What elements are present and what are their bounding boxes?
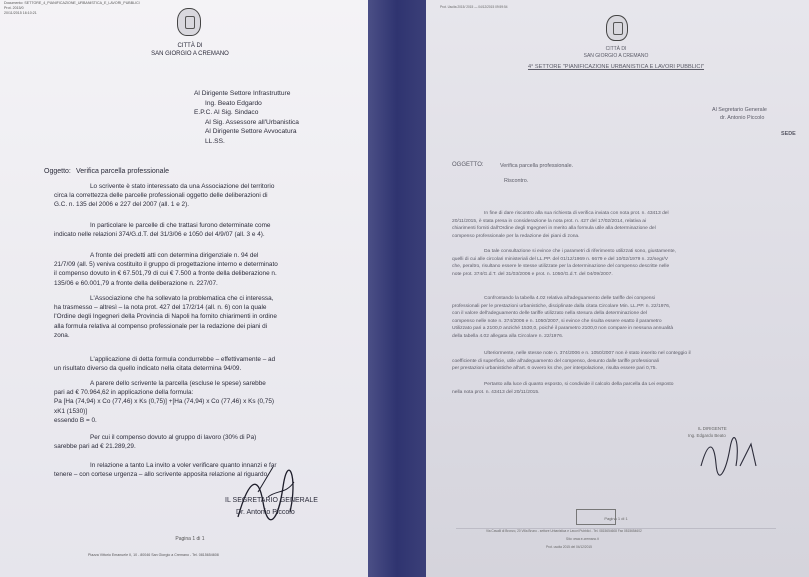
stamp-line: Prot. 2015/0 — [4, 6, 24, 10]
body-line: In fine di dare riscontro alla sua richiesta di verifica inviata con nota prot. n. 43413 del — [484, 211, 669, 216]
subject-label: Oggetto: — [44, 168, 71, 175]
sector-title: 4° SETTORE "PIANIFICAZIONE URBANISTICA E LAVORI PUBBLICI" — [527, 64, 705, 70]
body-line: per prestazioni urbanistiche all'art. 6 ovvero ks che, per interpolazione, risulta essere pari 0,75. — [452, 366, 657, 372]
handwritten-signature — [228, 462, 308, 532]
page-number: Pagina 1 di 1 — [175, 536, 205, 542]
body-line: pari ad € 70.964,62 in applicazione della formula: — [54, 389, 194, 397]
body-line: zona. — [54, 331, 70, 339]
body-line: G.C. n. 135 del 2006 e 227 del 2007 (all. 1 e 2). — [54, 201, 190, 209]
stamp-line: Documento: SETTORE_4_PIANIFICAZIONE_URBANISTICA_E_LAVORI_PUBBLICI — [4, 1, 140, 5]
left-document-page — [0, 0, 368, 577]
body-line: alla formula relativa al compenso professionale per la redazione dei piani di — [54, 322, 268, 330]
body-line: il compenso dovuto in € 67.501,79 di cui € 7.500 a fronte della deliberazione n. — [54, 270, 277, 278]
body-line: Pa [Ha (74,94) x Co (77,46) x Ks (0,75)] +[Ha (74,94) x Co (77,46) x Ks (0,75) — [54, 398, 275, 406]
body-line: Per cui il compenso dovuto al gruppo di lavoro (30% di Pa) — [90, 434, 257, 441]
body-line: che, peraltro, risultano essere le stesse utilizzate per la determinazione del compenso descritte nelle — [452, 264, 670, 270]
body-line: nella nota prot. n. 43413 del 20/11/2015. — [452, 389, 540, 395]
body-line: compenso professionale per la redazione dei piani di zona. — [452, 233, 580, 239]
body-line: circa la correttezza delle parcelle professionali oggetto delle deliberazioni di — [54, 192, 268, 200]
signature-name: Dr. Antonio Piccolo — [236, 509, 295, 516]
body-line: Utilizzato pari a 2100,0 anziché 1530,0, poiché il parametro 2100,0 non compare in nessuna annualità — [452, 326, 674, 332]
body-line: quelli di cui alle circolari ministeriali del LL.PP. del 01/12/1969 n. 6679 e del 10/02/1979 n. 22/segr/V — [452, 256, 669, 262]
oggetto-label: OGGETTO: — [452, 162, 484, 168]
background-gap — [368, 0, 426, 577]
body-line: indicato nelle relazioni 374/G.d.T. del 31/3/06 e 1050 del 4/9/07 (all. 3 e 4). — [54, 231, 265, 239]
body-line: Lo scrivente è stato interessato da una Associazione del territorio — [90, 183, 275, 190]
signature-title: IL DIRIGENTE — [698, 426, 727, 431]
body-line: con il valore dell'adeguamento delle tariffe utilizzato nella stesura della determinazione del — [452, 311, 647, 317]
body-line: note prot. 374/G.d.T. del 31/03/2006 e prot. n. 1050/G.d.T. del 04/09/2007. — [452, 271, 613, 277]
footer-line: Via Cavalli di Bronzo, 20 Villa Bruno - settore Urbanistica e Lavori Pubblici - Tel. 0815654608 Fax 0815654602 — [486, 529, 642, 533]
page-number: Pagina 1 di 1 — [604, 516, 628, 521]
subject-text: Verifica parcella professionale — [76, 168, 169, 175]
body-line: tenere – con cortese urgenza – allo scrivente apposita relazione al riguardo. — [54, 471, 269, 479]
recipient-line: E.P.C. Al Sig. Sindaco — [194, 109, 259, 117]
oggetto-line: Riscontro. — [504, 178, 529, 184]
city-coat-of-arms-icon — [606, 15, 628, 41]
recipient-line: LL.SS. — [205, 138, 225, 145]
body-line: un risultato diverso da quello indicato nella citata determina 94/09. — [54, 365, 242, 373]
recipient-line: dr. Antonio Piccolo — [720, 115, 765, 121]
footer-line: Prot. uscita 2015 del 04/12/2015 — [546, 545, 592, 549]
signature-name: Ing. Edgardo Beato — [688, 433, 726, 438]
body-line: xK1 (1530)] — [54, 407, 88, 415]
body-line: professionali per le prestazioni urbanistiche, disciplinate dalla citata Circolare Min. LL.PP. n. 22/1976, — [452, 303, 671, 309]
top-protocol-stamp: Prot. Uscita 2015/ 2015 — 04/12/2015 09:59:54 — [440, 5, 508, 9]
official-stamp — [576, 509, 616, 525]
body-line: L'Associazione che ha sollevato la problematica che ci interessa, — [90, 295, 274, 302]
recipient-line: Al Segretario Generale — [712, 107, 767, 113]
body-line: Da tale consultazione si evince che i parametri di riferimento utilizzati sono, giustamente, — [484, 249, 676, 254]
recipient-line: Al Sig. Assessore all'Urbanistica — [205, 118, 299, 126]
body-line: Confrontando la tabella 4.02 relativa all'adeguamento delle tariffe dei compensi — [484, 296, 656, 301]
body-line: A parere dello scrivente la parcella (escluse le spese) sarebbe — [90, 380, 266, 387]
sede-label: SEDE — [781, 131, 796, 137]
body-line: l'Ordine degli Ingegneri della Provincia di Napoli ha fornito chiarimenti in ordine — [54, 313, 277, 321]
body-line: coefficiente di superficie, utile all'adeguamento del compenso, desunto dalle tariffe professionali — [452, 358, 659, 364]
body-line: Pertanto alla luce di quanto esposto, si condivide il calcolo della parcella da Lei esposto — [484, 382, 674, 387]
recipient-line: Al Dirigente Settore Infrastrutture — [194, 90, 291, 97]
body-line: A fronte dei predetti atti con determina dirigenziale n. 94 del — [90, 252, 259, 259]
body-line: L'applicazione di detta formula condurrebbe – effettivamente – ad — [90, 356, 276, 363]
body-line: Ulteriormente, nelle stesse note n. 374/2006 e n. 1050/2007 non è stato inserito nel conteggio il — [484, 351, 691, 356]
handwritten-signature — [696, 436, 766, 476]
body-line: compenso nelle note n. 374/2006 e n. 1050/2007, si evince che risulta essere esatto il parametro — [452, 318, 662, 324]
city-label: CITTÀ DI — [177, 43, 203, 49]
body-line: sarebbe pari ad € 21.289,29. — [54, 443, 136, 451]
footer-line: Sito: www.e-cremano.it — [566, 537, 599, 541]
recipient-line: Al Dirigente Settore Avvocatura — [205, 128, 297, 136]
body-line: ha trasmesso – altresì – la nota prot. 427 del 17/2/14 (all. n. 6) con la quale — [54, 304, 267, 312]
recipient-line: Ing. Beato Edgardo — [205, 99, 262, 107]
right-document-page — [426, 0, 809, 577]
body-line: chiarimenti forniti dall'Ordine degli Ingegneri in merito alla formula utile alla determinazione del — [452, 226, 656, 232]
stamp-line: 20/11/2015 16:10:21 — [4, 11, 37, 15]
body-line: In relazione a tanto La invito a voler verificare quanto innanzi e far — [90, 462, 277, 469]
oggetto-line: Verifica parcella professionale. — [500, 163, 574, 169]
signature-title: IL SEGRETARIO GENERALE — [225, 497, 318, 504]
body-line: 135/06 e 60.001,79 a fronte della deliberazione n. 227/07. — [54, 279, 218, 287]
city-label: CITTÀ DI — [605, 46, 627, 52]
footer-address: Piazza Vittorio Emanuele II, 10 - 80046 San Giorgio a Cremano - Tel. 0815654608 — [88, 553, 219, 557]
body-line: essendo B = 0. — [54, 416, 97, 424]
city-name: SAN GIORGIO A CREMANO — [151, 51, 229, 57]
body-line: 21/7/09 (all. 5) veniva costituito il gruppo di progettazione interno e determinato — [54, 261, 278, 269]
city-name: SAN GIORGIO A CREMANO — [583, 53, 649, 59]
body-line: della tabella 4.02 allegata alla Circolare n. 22/1976. — [452, 334, 564, 339]
city-coat-of-arms-icon — [177, 8, 201, 36]
body-line: 20/11/2015, è stata presa in considerazione la nota prot. n. 427 del 17/02/2014, relativa ai — [452, 218, 647, 224]
body-line: In particolare le parcelle di che trattasi furono determinate come — [90, 222, 271, 229]
